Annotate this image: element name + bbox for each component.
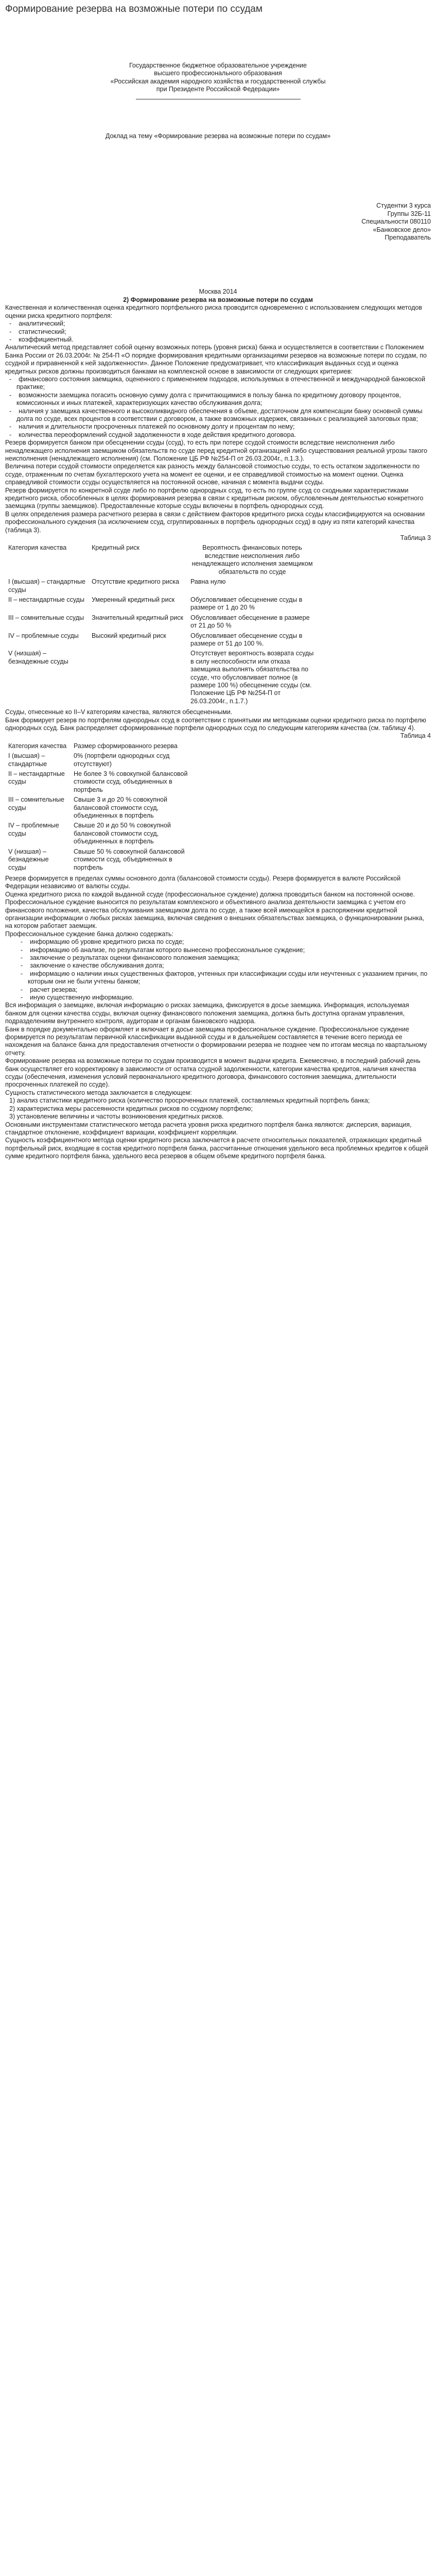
paragraph: Сущность коэффициентного метода оценки кредитного риска заключается в расчете относительных показателей, отражающих кредитный портфельный риск, входящие в состав кредитного портфеля банка, рассчитанные отношения удельного веса проблемных кредитов к общей сумме кредитного портфеля банка, удельного веса резервов в общем объеме кредитного портфеля банка. — [5, 1137, 428, 1160]
table-row — [5, 769, 195, 795]
statistic-item: 3) установление величины и частоты возникновения кредитных рисков. — [9, 1113, 224, 1121]
table-row — [5, 649, 317, 706]
student-line: Группы 32Б-11 — [387, 210, 431, 217]
table-row — [5, 751, 195, 769]
table-cell: I (высшая) – стандартные — [8, 752, 47, 768]
paragraph: Качественная и количественная оценка кредитного портфельного риска проводится одновременно с использованием следующих методов оценки риска кредитного портфеля: — [5, 304, 422, 319]
judgment-item: - информацию об анализе, по результатам которого вынесено профессиональное суждение; — [21, 946, 305, 954]
paragraph: Аналитический метод представляет собой оценку возможных потерь (уровня риска) банка и осуществляется в соответствии с Положением Банка России от 26.03.2004г. № 254-П «О порядке формирования кредитными организациями резервов на возможные потери по ссудам, по ссудной и приравненной к ней задолженности». Данное Положение предусматривает, что классификация выданных ссуд и оценка кредитных рисков должны производиться банками на комплексной основе в зависимости от следующих критериев: — [5, 344, 427, 375]
table-row — [5, 795, 195, 821]
paragraph: Профессиональное суждение банка должно содержать: — [5, 930, 173, 938]
table-cell: IV – проблемные ссуды — [8, 632, 79, 639]
table-row — [5, 613, 317, 631]
judgment-item: - заключение о результатах оценки финансового положения заемщика; — [21, 954, 240, 961]
table-caption: Таблица 3 — [400, 534, 431, 542]
org-line: при Президенте Российской Федерации» — [156, 86, 280, 93]
judgment-item: - заключение о качестве обслуживания долга; — [21, 962, 164, 970]
table-header-cell: Категория качества — [8, 544, 67, 552]
criteria-item: - возможности заемщика погасить основную сумму долга с причитающимися в пользу банка по кредитному договору процентов, комиссионных и иных платежей, характеризующих качество обслуживания долга; — [9, 391, 401, 407]
criteria-item: - наличия и длительности просроченных платежей по основному долгу и процентам по нему; — [9, 423, 295, 431]
org-line: высшего профессионального образования — [154, 70, 282, 77]
judgment-item: - информацию об уровне кредитного риска по ссуде; — [21, 938, 184, 946]
table-cell: 0% (портфели однородных ссуд отсутствуют) — [74, 752, 170, 768]
method-item: - коэффициентный. — [9, 335, 74, 343]
student-block — [5, 202, 431, 242]
table-row — [5, 577, 317, 595]
criteria-item: - финансового состояния заемщика, оцененного с применением подходов, используемых в отечественной и международной банковской практике; — [9, 375, 425, 391]
table-cell: Свыше 50 % совокупной балансовой стоимости ссуд, объединенных в портфель — [74, 848, 185, 871]
table-header-cell: Вероятность финансовых потерь вследствие неисполнения либо ненадлежащего исполнения заемщиком обязательств по ссуде — [191, 544, 313, 575]
table-header-cell: Кредитный риск — [92, 544, 139, 552]
student-line: Специальности 080110 — [361, 218, 431, 226]
section-heading: 2) Формирование резерва на возможные потери по ссудам — [123, 296, 313, 303]
org-line: Государственное бюджетное образовательное учреждение — [129, 62, 307, 69]
paragraph: Основными инструментами статистического метода расчета уровня риска кредитного портфеля банка являются: дисперсия, вариация, стандартное отклонение, коэффициент вариации, коэффициент корреляции. — [5, 1121, 412, 1136]
table-header-row — [5, 741, 195, 751]
paragraph: Сущность статистического метода заключается в следующем: — [5, 1089, 192, 1096]
paragraph: В целях определения размера расчетного резерва в связи с действием факторов кредитного риска ссуды классифицируются на основании профессионального суждения (за исключением ссуд, сгруппированных в портфель однородных ссуд) в одну из пяти категорий качества (таблица 3). — [5, 510, 425, 534]
table-row — [5, 847, 195, 873]
table-cell: Отсутствует вероятность возврата ссуды в силу неспособности или отказа заемщика выполнять обязательства по ссуде, что обусловливает полное (в размере 100 %) обесценение ссуды (см. Положение ЦБ РФ №254-П от 26.03.2004г., п.1.7.) — [190, 650, 314, 705]
table-cell: Обусловливает обесценение в размере от 21 до 50 % — [190, 614, 310, 630]
table-cell: II – нестандартные ссуды — [8, 770, 65, 786]
table-cell: V (низшая) – безнадежные ссуды — [8, 650, 68, 665]
table-cell: I (высшая) – стандартные ссуды — [8, 578, 85, 594]
table-caption: Таблица 4 — [400, 732, 431, 740]
table-cell: Высокий кредитный риск — [92, 632, 166, 639]
criteria-item: - количества переоформлений ссудной задолженности в ходе действия кредитного договора. — [9, 431, 296, 438]
table-cell: III – сомнительные ссуды — [8, 796, 64, 811]
table-cell: Отсутствие кредитного риска — [92, 578, 179, 586]
organization-header — [5, 62, 431, 101]
statistic-item: 1) анализ статистики кредитного риска (количество просроченных платежей, составляемых кредитный портфель банка; — [9, 1097, 370, 1105]
table-header-cell: Категория качества — [8, 742, 67, 750]
table-cell: III – сомнительные ссуды — [8, 614, 84, 621]
header-rule — [136, 97, 301, 99]
paragraph: Величина потери ссудой стоимости определяется как разность между балансовой стоимостью ссуды, то есть остатком задолженности по ссуде, отраженным по счетам бухгалтерского учета на момент ее оценки, и ее справедливой стоимостью на момент оценки. Оценка справедливой стоимости ссуды осуществляется на постоянной основе, начиная с момента выдачи ссуды. — [5, 463, 420, 486]
table-header-row — [5, 543, 317, 577]
paragraph: Резерв формируется в пределах суммы основного долга (балансовой стоимости ссуды). Резерв формируется в валюте Российской Федерации независимо от валюты ссуды. — [5, 874, 401, 890]
student-line: Преподаватель — [385, 234, 431, 242]
method-item: - статистический; — [9, 328, 66, 335]
document-body — [0, 15, 436, 1161]
paragraph: Вся информация о заемщике, включая информацию о рисках заемщика, фиксируется в досье заемщика. Информация, используемая банком для оценки качества ссуды, включая оценку финансового положения заемщика, должна быть доступна органам управления, подразделениям внутреннего контроля, аудиторам и органам банковского надзора. — [5, 1002, 409, 1025]
org-line: «Российская академия народного хозяйства и государственной службы — [110, 77, 326, 85]
student-line: Студентки 3 курса — [376, 202, 431, 210]
table-cell: Равна нулю — [190, 578, 226, 586]
table-cell: Не более 3 % совокупной балансовой стоимости ссуд, объединенных в портфель — [74, 770, 188, 793]
table-cell: Обусловливает обесценение ссуды в размере от 1 до 20 % — [190, 596, 303, 612]
student-line: «Банковское дело» — [373, 226, 431, 233]
paragraph: Оценка кредитного риска по каждой выданной ссуде (профессиональное суждение) должна проводиться банком на постоянной основе. — [5, 890, 415, 898]
quality-categories-table — [5, 543, 317, 706]
portfolio-reserve-table — [5, 741, 195, 873]
table-cell: Обусловливает обесценение ссуды в размере от 51 до 100 %. — [190, 632, 303, 647]
table-cell: Умеренный кредитный риск — [92, 596, 175, 603]
criteria-item: - наличия у заемщика качественного и высоколиквидного обеспечения в объеме, достаточном для компенсации банку основной суммы долга по ссуде, всех процентов в соответствии с договором, а также возможных издержек, связанных с реализацией залоговых прав; — [9, 407, 423, 422]
method-item: - аналитический; — [9, 320, 65, 328]
judgment-item: - информацию о наличии иных существенных факторов, учтенных при классификации ссуды или неучтенных с указанием причин, по которым они не были учтены банком; — [21, 970, 428, 986]
table-cell: V (низшая) – безнадежные ссуды — [8, 848, 49, 871]
paragraph: Формирование резерва на возможные потери по ссудам производится в момент выдачи кредита. Ежемесячно, в последний рабочий день банк осуществляет его корректировку в зависимости от остатка ссудной задолженности, категории качества кредитов, наличия качества ссуды (обеспечения, изменения условий первоначального кредитного договора, финансового состояния заемщика, длительности просроченных платежей по ссуде). — [5, 1057, 421, 1089]
table-cell — [89, 649, 187, 706]
page-title: Формирование резерва на возможные потери по ссудам — [5, 4, 263, 14]
table-row — [5, 821, 195, 846]
table-row — [5, 631, 317, 649]
table-cell: II – нестандартные ссуды — [8, 596, 84, 603]
city-year: Москва 2014 — [199, 288, 237, 296]
paragraph: Банк в порядке документально оформляет и включает в досье заемщика профессиональное суждение. Профессиональное суждение формируется по результатам первичной классификации выданной ссуды и в дальнейшем составляется в течение всего периода ее нахождения на балансе банка для предоставления отчетности о формировании резерва не позднее чем по итогам месяца по квартальному отчету. — [5, 1025, 427, 1057]
table-cell: Свыше 3 и до 20 % совокупной балансовой стоимости ссуд, объединенных в портфель — [74, 796, 167, 820]
statistic-item: 2) характеристика меры рассеянности кредитных рисков по ссудному портфелю; — [9, 1105, 253, 1112]
table-cell: Свыше 20 и до 50 % совокупной балансовой стоимости ссуд, объединенных в портфель — [74, 822, 171, 845]
paragraph: Резерв формируется по конкретной ссуде либо по портфелю однородных ссуд, то есть по группе ссуд со сходными характеристиками кредитного риска, обособленных в целях формирования резерва в связи с кредитным риском, обусловленным деятельностью конкретного заемщика (группы заемщиков). Предоставленные которые ссуды включены в портфель однородных ссуд. — [5, 486, 424, 510]
table-row — [5, 595, 317, 613]
table-cell: IV – проблемные ссуды — [8, 822, 59, 837]
table-header-cell: Размер сформированного резерва — [74, 742, 178, 750]
report-title: Доклад на тему «Формирование резерва на возможные потери по ссудам» — [105, 132, 331, 140]
paragraph: Профессиональное суждение выносится по результатам комплексного и объективного анализа деятельности заемщика с учетом его финансового положения, качества обслуживания заемщиком долга по ссуде, а также всей имеющейся в распоряжении кредитной организации информации о любых рисках заемщика, включая сведения о внешних обязательствах заемщика, о функционировании рынка, на котором работает заемщик. — [5, 899, 425, 930]
paragraph: Резерв формируется банком при обесценении ссуды (ссуд), то есть при потере ссудой стоимости вследствие неисполнения либо ненадлежащего исполнения заемщиком обязательств по ссуде перед кредитной организацией либо существования реальной угрозы такого неисполнения (ненадлежащего исполнения) (см. Положение ЦБ РФ №254-П от 26.03.2004г., п.1.3.). — [5, 439, 427, 462]
judgment-item: - расчет резерва; — [21, 986, 78, 993]
table-cell: Значительный кредитный риск — [92, 614, 183, 621]
paragraph: Ссуды, отнесенные ко II–V категориям качества, являются обесцененными. — [5, 708, 233, 716]
judgment-item: - иную существенную информацию. — [21, 994, 134, 1001]
paragraph: Банк формирует резерв по портфелям однородных ссуд в соответствии с принятыми им методиками оценки кредитного риска по портфелю однородных ссуд. Банк распределяет сформированные портфели однородных ссуд по следующим категориям качества (см. таблицу 4). — [5, 716, 426, 732]
